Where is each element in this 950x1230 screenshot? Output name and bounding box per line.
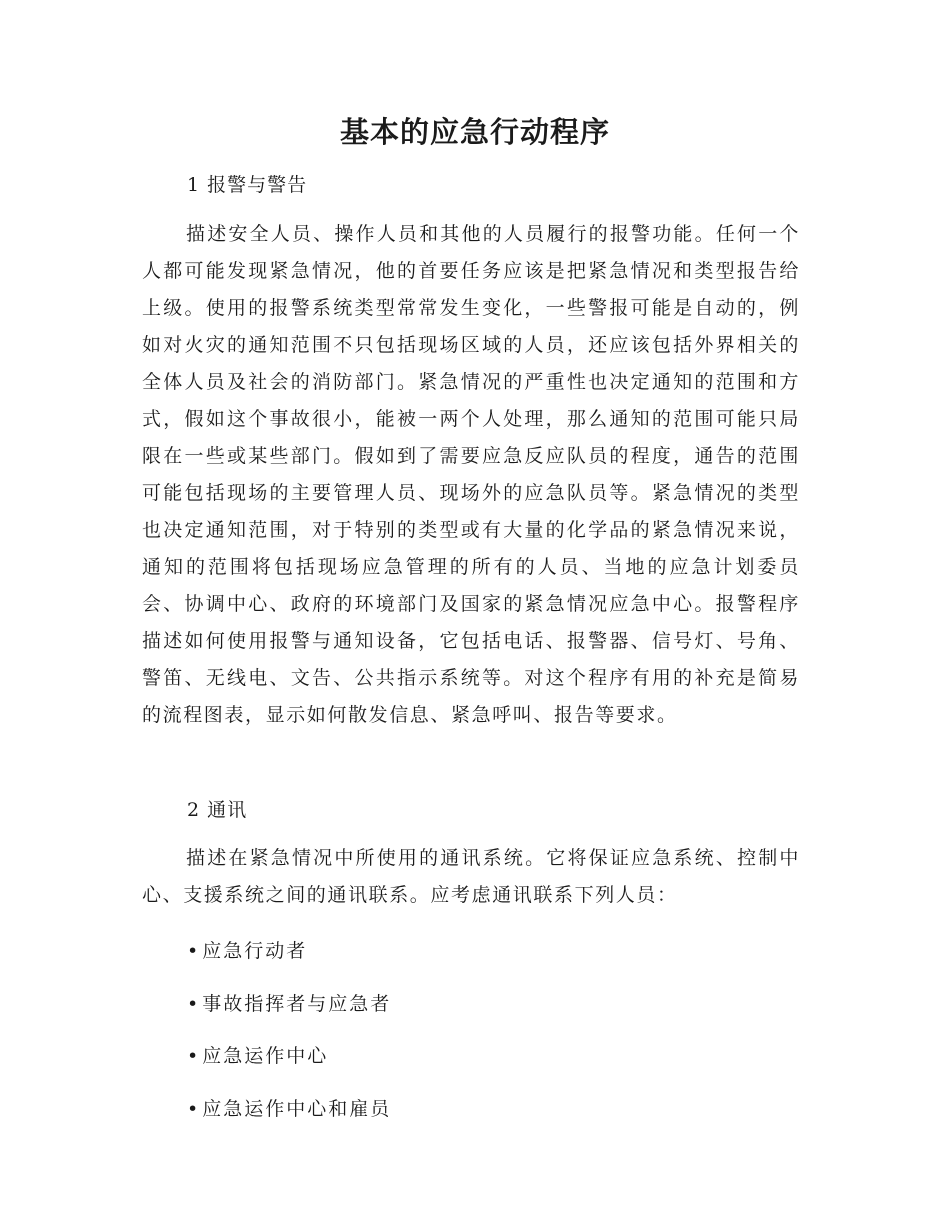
section-heading-communication: 2 通讯 <box>187 799 248 821</box>
list-item-text: 应急运作中心 <box>202 1045 329 1067</box>
list-item <box>187 1041 328 1068</box>
section-paragraph-communication: 描述在紧急情况中所使用的通讯系统。它将保证应急系统、控制中心、支援系统之间的通讯联系。应考虑通讯联系下列人员： <box>142 847 800 906</box>
section-paragraph-alarm: 描述安全人员、操作人员和其他的人员履行的报警功能。任何一个人都可能发现紧急情况，他的首要任务应该是把紧急情况和类型报告给上级。使用的报警系统类型常常发生变化，一些警报可能是自动的，例如对火灾的通知范围不只包括现场区域的人员，还应该包括外界相关的全体人员及社会的消防部门。紧急情况的严重性也决定通知的范围和方式，假如这个事故很小，能被一两个人处理，那么通知的范围可能只局限在一些或某些部门。假如到了需要应急反应队员的程度，通告的范围可能包括现场的主要管理人员、现场外的应急队员等。紧急情况的类型也决定通知范围，对于特别的类型或有大量的化学品的紧急情况来说，通知的范围将包括现场应急管理的所有的人员、当地的应急计划委员会、协调中心、政府的环境部门及国家的紧急情况应急中心。报警程序描述如何使用报警与通知设备，它包括电话、报警器、信号灯、号角、警笛、无线电、文告、公共指示系统等。对这个程序有用的补充是简易的流程图表，显示如何散发信息、紧急呼叫、报告等要求。 <box>142 223 800 726</box>
list-item-text: 应急运作中心和雇员 <box>202 1098 392 1120</box>
list-item-text: 事故指挥者与应急者 <box>202 993 392 1015</box>
list-item <box>187 989 391 1016</box>
document-title: 基本的应急行动程序 <box>339 115 610 149</box>
list-item-text: 应急行动者 <box>202 940 308 962</box>
bullet-icon: • <box>187 993 201 1015</box>
list-item <box>187 936 307 963</box>
bullet-icon: • <box>187 940 201 962</box>
list-item <box>187 1094 391 1121</box>
section-heading-alarm: 1 报警与警告 <box>187 174 308 196</box>
bullet-icon: • <box>187 1098 201 1120</box>
bullet-icon: • <box>187 1045 201 1067</box>
